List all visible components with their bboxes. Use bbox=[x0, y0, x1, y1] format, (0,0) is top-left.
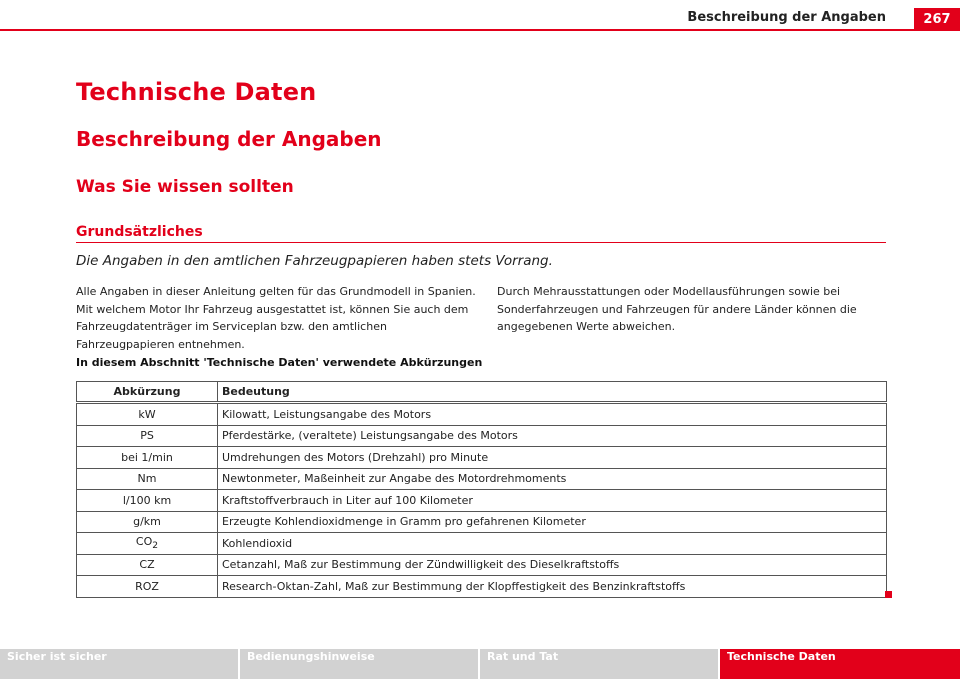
meaning-cell: Kohlendioxid bbox=[218, 533, 887, 555]
page-number-badge: 267 bbox=[914, 8, 960, 30]
meaning-cell: Erzeugte Kohlendioxidmenge in Gramm pro gefahrenen Kilometer bbox=[218, 511, 887, 533]
footer-tab-rat-und-tat[interactable]: Rat und Tat bbox=[480, 649, 718, 679]
meaning-cell: Newtonmeter, Maßeinheit zur Angabe des Motordrehmoments bbox=[218, 468, 887, 490]
abbreviation-cell: CZ bbox=[77, 554, 218, 576]
footer-navigation bbox=[0, 649, 960, 679]
table-row bbox=[77, 576, 887, 598]
table-caption: In diesem Abschnitt 'Technische Daten' verwendete Abkürzungen bbox=[76, 356, 483, 369]
body-text-left: Alle Angaben in dieser Anleitung gelten für das Grundmodell in Spanien. Mit welchem Motor Ihr Fahrzeug ausgestattet ist, können Sie auch dem Fahrzeugdatenträger im Serviceplan bzw. den amtlichen Fahrzeugpapieren entnehmen. bbox=[76, 285, 476, 351]
abbreviations-table bbox=[76, 381, 887, 598]
section-end-marker bbox=[885, 591, 892, 598]
footer-tab-sicher-ist-sicher[interactable]: Sicher ist sicher bbox=[0, 649, 238, 679]
meaning-cell: Cetanzahl, Maß zur Bestimmung der Zündwilligkeit des Dieselkraftstoffs bbox=[218, 554, 887, 576]
table-row bbox=[77, 511, 887, 533]
column-header-meaning: Bedeutung bbox=[218, 382, 887, 403]
table-row bbox=[77, 490, 887, 512]
abbreviation-text: CO bbox=[135, 535, 153, 549]
footer-tab-technische-daten[interactable]: Technische Daten bbox=[720, 649, 960, 679]
table-row bbox=[77, 447, 887, 469]
abbreviation-cell: g/km bbox=[77, 511, 218, 533]
abbreviation-cell: kW bbox=[77, 403, 218, 426]
header-rule bbox=[0, 29, 960, 31]
subsection-heading: Was Sie wissen sollten bbox=[76, 177, 294, 197]
abbreviation-cell: bei 1/min bbox=[77, 447, 218, 469]
running-header-title: Beschreibung der Angaben bbox=[687, 10, 886, 25]
table-row bbox=[77, 554, 887, 576]
meaning-cell: Pferdestärke, (veraltete) Leistungsangabe des Motors bbox=[218, 425, 887, 447]
abbreviation-cell bbox=[77, 533, 218, 555]
abbreviation-subscript: 2 bbox=[152, 540, 159, 552]
table-row bbox=[77, 403, 887, 426]
footer-tab-bedienungshinweise[interactable]: Bedienungshinweise bbox=[240, 649, 478, 679]
table-row bbox=[77, 533, 887, 555]
topic-heading-rule bbox=[76, 242, 886, 243]
meaning-cell: Kilowatt, Leistungsangabe des Motors bbox=[218, 403, 887, 426]
meaning-cell: Umdrehungen des Motors (Drehzahl) pro Minute bbox=[218, 447, 887, 469]
table-header-row bbox=[77, 382, 887, 403]
body-text-right: Durch Mehrausstattungen oder Modellausführungen sowie bei Sonderfahrzeugen und Fahrzeugen für andere Länder können die angegebenen Werte abweichen. bbox=[497, 285, 857, 333]
abbreviation-cell: l/100 km bbox=[77, 490, 218, 512]
table-row bbox=[77, 425, 887, 447]
meaning-cell: Research-Oktan-Zahl, Maß zur Bestimmung der Klopffestigkeit des Benzinkraftstoffs bbox=[218, 576, 887, 598]
table-row bbox=[77, 468, 887, 490]
chapter-heading: Technische Daten bbox=[76, 78, 317, 106]
abbreviation-cell: PS bbox=[77, 425, 218, 447]
section-heading: Beschreibung der Angaben bbox=[76, 127, 382, 151]
column-header-abbreviation: Abkürzung bbox=[77, 382, 218, 403]
meaning-cell: Kraftstoffverbrauch in Liter auf 100 Kilometer bbox=[218, 490, 887, 512]
abbreviation-cell: ROZ bbox=[77, 576, 218, 598]
abbreviation-cell: Nm bbox=[77, 468, 218, 490]
topic-heading: Grundsätzliches bbox=[76, 224, 203, 240]
lead-paragraph: Die Angaben in den amtlichen Fahrzeugpapieren haben stets Vorrang. bbox=[76, 253, 553, 269]
